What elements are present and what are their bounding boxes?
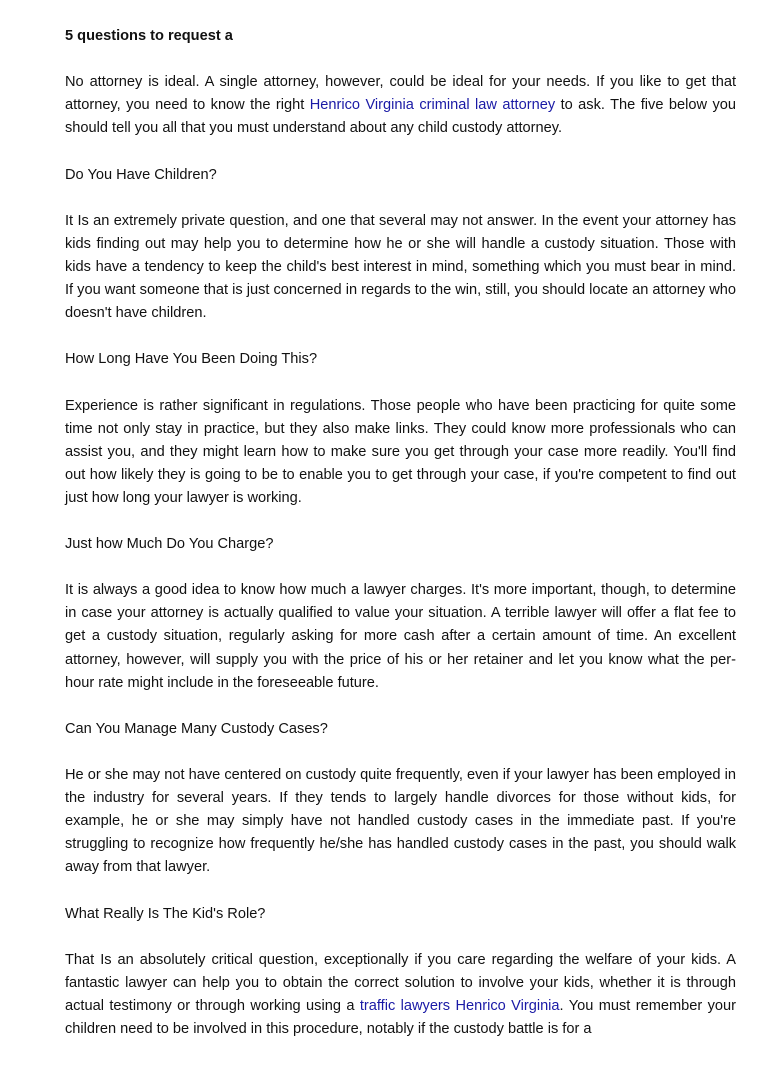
section-body: It is always a good idea to know how much a lawyer charges. It's more important, though, to determine in case your attorney is actually qualified to value your situation. A terrible lawyer will offer a flat fee to get a custody situation, regularly asking for more cash after a certain amount of time. An excellent attorney, however, will supply you with the price of his or her retainer and let you know what the per-hour rate might include in the foreseeable future. bbox=[65, 582, 736, 691]
section-heading: Can You Manage Many Custody Cases? bbox=[65, 720, 328, 737]
section-heading: Do You Have Children? bbox=[65, 166, 217, 183]
document-title: 5 questions to request a bbox=[65, 28, 233, 44]
section-heading: How Long Have You Been Doing This? bbox=[65, 351, 318, 368]
intro-text-after: to ask. The five below you should tell you all that you must understand about any child custody attorney. bbox=[65, 97, 736, 137]
section-body: It Is an extremely private question, and one that several may not answer. In the event your attorney has kids finding out may help you to determine how he or she will handle a custody situation. Those with kids have a tendency to keep the child's best interest in mind, something which you must bear in mind. If you want someone that is just concerned in regards to the win, still, you should locate an attorney who doesn't have children. bbox=[65, 212, 736, 322]
section-heading: Just how Much Do You Charge? bbox=[65, 536, 274, 553]
henrico-criminal-law-attorney-link[interactable]: Henrico Virginia criminal law attorney bbox=[309, 97, 556, 114]
document-page bbox=[65, 25, 736, 1041]
section-heading: What Really Is The Kid's Role? bbox=[65, 905, 266, 922]
section-body: Experience is rather significant in regulations. Those people who have been practicing for quite some time not only stay in practice, but they also make links. They could know more professionals who can assist you, and they might learn how to make sure you get through your case more readily. You'll find out how likely they is going to be to enable you to get through your case, if you're competent to find out just how long your lawyer is working. bbox=[65, 397, 736, 506]
kids-role-text-after: . You must remember your children need to be involved in this procedure, notably if the custody battle is for a bbox=[65, 997, 736, 1038]
intro-text-before: No attorney is ideal. A single attorney, however, could be ideal for your needs. If you like to get that attorney, you need to know the right bbox=[65, 74, 736, 114]
kids-role-text-before: That Is an absolutely critical question, exceptionally if you care regarding the welfare of your kids. A fantastic lawyer can help you to obtain the correct solution to involve your kids, whether it is through actual testimony or through working using a bbox=[65, 951, 736, 1014]
section-body: He or she may not have centered on custody quite frequently, even if your lawyer has been employed in the industry for several years. If they tends to largely handle divorces for those without kids, for example, he or she may simply have not handled custody cases in the immediate past. If you're struggling to recognize how frequently he/she has handled custody cases in the past, you should walk away from that lawyer. bbox=[65, 767, 736, 876]
kids-role-paragraph bbox=[65, 949, 736, 1041]
intro-paragraph bbox=[65, 71, 736, 140]
traffic-lawyers-link[interactable]: traffic lawyers Henrico Virginia bbox=[359, 997, 560, 1014]
